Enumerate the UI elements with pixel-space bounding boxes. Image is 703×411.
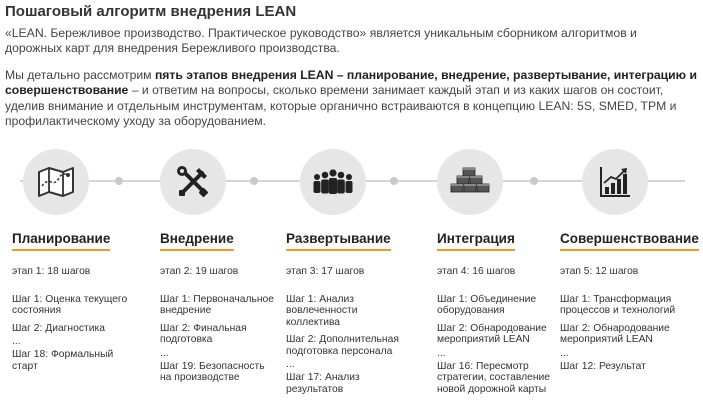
team-icon bbox=[311, 168, 355, 196]
timeline-dot bbox=[115, 177, 123, 185]
steps-count: этап 1: 18 шагов bbox=[12, 266, 91, 277]
growth-chart-icon bbox=[598, 165, 632, 199]
step-ellipsis: ... bbox=[560, 347, 569, 359]
intro2-bold: пять этапов внедрения LEAN – планирование, внедрение, развертывание, интеграцию и совершенствование bbox=[5, 68, 697, 98]
stage-title-improvement: Совершенствование bbox=[560, 231, 699, 251]
steps-count: этап 5: 12 шагов bbox=[560, 266, 639, 277]
stage-icon-circle bbox=[160, 149, 226, 215]
stage-icon-circle bbox=[437, 149, 503, 215]
stage-title-deployment: Развертывание bbox=[286, 231, 391, 251]
stage-title-implementation: Внедрение bbox=[160, 231, 234, 251]
intro2-start: Мы детально рассмотрим bbox=[5, 68, 155, 82]
stage-column bbox=[12, 266, 152, 378]
timeline-dot bbox=[530, 177, 538, 185]
stage-column bbox=[286, 266, 404, 401]
stage-title-integration: Интеграция bbox=[437, 231, 515, 251]
stage-column bbox=[560, 266, 695, 378]
step-item: Шаг 1: Оценка текущего состояния bbox=[12, 293, 128, 316]
timeline-dot bbox=[250, 177, 258, 185]
intro2-end: – и ответим на вопросы, сколько времени занимает каждый этап и из каких шагов он состоит, уделив внимание и отдельным инструментам, которые органично встраиваются в концепцию LEAN: 5S, SMED, TPM и профилактическому уходу за оборудованием. bbox=[5, 83, 677, 128]
step-item: Шаг 1: Первоначальное внедрение bbox=[160, 293, 274, 316]
step-item: Шаг 16: Пересмотр стратегии, составление новой дорожной карты bbox=[437, 360, 550, 395]
step-item: Шаг 2: Дополнительная подготовка персонала bbox=[286, 334, 399, 357]
steps-count: этап 2: 19 шагов bbox=[160, 266, 239, 277]
step-item: Шаг 2: Финальная подготовка bbox=[160, 322, 247, 345]
steps-count: этап 3: 17 шагов bbox=[286, 266, 365, 277]
steps-count: этап 4: 16 шагов bbox=[437, 266, 516, 277]
step-ellipsis: ... bbox=[286, 359, 295, 370]
stage-column bbox=[160, 266, 275, 390]
step-item: Шаг 2: Диагностика bbox=[12, 322, 105, 334]
step-ellipsis: ... bbox=[437, 347, 446, 359]
step-item: Шаг 12: Результат bbox=[560, 360, 646, 372]
step-item: Шаг 19: Безопасность на производстве bbox=[160, 360, 265, 383]
step-item: Шаг 1: Объединение оборудования bbox=[437, 293, 537, 316]
step-ellipsis: ... bbox=[160, 347, 169, 359]
stage-icon-circle bbox=[582, 149, 648, 215]
intro-paragraph-2 bbox=[5, 68, 700, 129]
bricks-icon bbox=[448, 167, 492, 197]
step-item: Шаг 18: Формальный старт bbox=[12, 349, 114, 372]
intro-paragraph: «LEAN. Бережливое производство. Практическое руководство» является уникальным сборником алгоритмов и дорожных карт для внедрения Бережливого производства. bbox=[5, 26, 637, 55]
step-item: Шаг 1: Анализ вовлеченности коллектива bbox=[286, 293, 358, 328]
map-icon bbox=[37, 166, 75, 198]
step-item: Шаг 2: Обнародование мероприятий LEAN bbox=[437, 322, 547, 345]
timeline-dot bbox=[390, 177, 398, 185]
stage-title-planning: Планирование bbox=[12, 231, 110, 251]
stage-icon-circle bbox=[23, 149, 89, 215]
stage-column bbox=[437, 266, 555, 401]
stage-icon-circle bbox=[300, 149, 366, 215]
step-item: Шаг 17: Анализ результатов bbox=[286, 372, 360, 395]
step-item: Шаг 2: Обнародование мероприятий LEAN bbox=[560, 322, 670, 345]
tools-icon bbox=[175, 164, 211, 200]
step-item: Шаг 1: Трансформация процессов и технологий bbox=[560, 293, 676, 316]
page-title: Пошаговый алгоритм внедрения LEAN bbox=[5, 3, 297, 20]
step-ellipsis: ... bbox=[12, 336, 21, 347]
